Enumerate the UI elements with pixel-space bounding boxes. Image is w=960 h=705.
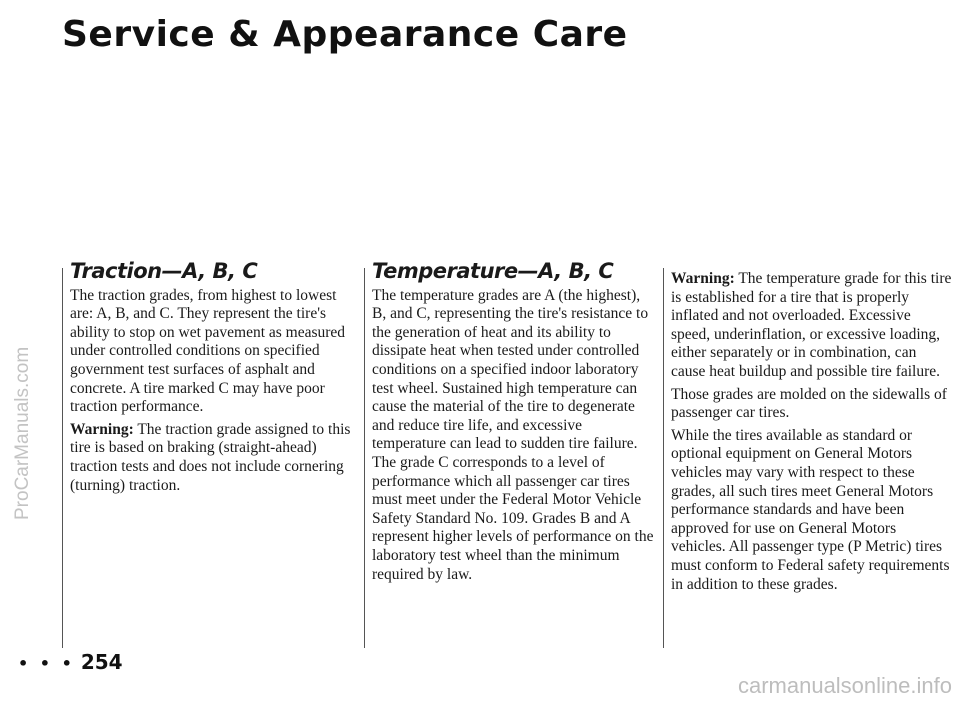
gm-tires-paragraph: While the tires available as standard or optional equipment on General Motors vehicles may vary with respect to these grades, all such tires meet General Motors performance standards and have been approved for use on General Motors vehicles. All passenger type (P Metric) tires must conform to Federal safety requirements in addition to these grades.: [671, 426, 950, 593]
column-warning-grades: [671, 270, 953, 598]
footer-dots: • • •: [18, 654, 75, 673]
grades-molded-paragraph: Those grades are molded on the sidewalls of passenger car tires.: [671, 385, 947, 422]
temperature-paragraph: The temperature grades are A (the highest), B, and C, representing the tire's resistance to the generation of heat and its ability to dissipate heat when tested under controlled conditions on a specified indoor laboratory test wheel. Sustained high temperature can cause the material of the tire to degenerate and reduce tire life, and excessive temperature can lead to sudden tire failure. The grade C corresponds to a level of performance which all passenger car tires must meet under the Federal Motor Vehicle Safety Standard No. 109. Grades B and A represent higher levels of performance on the laboratory test wheel than the minimum required by law.: [372, 286, 654, 583]
temperature-warning-label: Warning:: [671, 270, 735, 287]
column-rule-left: [62, 268, 63, 648]
temperature-warning-text: The temperature grade for this tire is established for a tire that is properly inflated and not overloaded. Excessive speed, underinflation, or excessive loading, either separately or in combination, can cause heat buildup and possible tire failure.: [671, 270, 952, 380]
temperature-heading: Temperature—A, B, C: [372, 259, 614, 283]
bottom-watermark: carmanualsonline.info: [737, 673, 952, 698]
traction-heading: Traction—A, B, C: [70, 259, 258, 283]
traction-paragraph: The traction grades, from highest to lowest are: A, B, and C. They represent the tire's ability to stop on wet pavement as measured under controlled conditions on specified government test surfaces of asphalt and concrete. A tire marked C may have poor traction performance.: [70, 286, 346, 416]
temperature-warning: [671, 270, 953, 382]
column-rule-middle: [364, 268, 365, 648]
traction-warning-label: Warning:: [70, 420, 134, 438]
column-rule-right: [663, 268, 664, 648]
page-title: Service & Appearance Care: [62, 14, 628, 55]
side-watermark: ProCarManuals.com: [12, 346, 33, 520]
traction-warning: [70, 421, 356, 495]
column-temperature: [372, 259, 656, 588]
traction-warning-text: The traction grade assigned to this tire is based on braking (straight-ahead) traction tests and does not include cornering (turning) traction.: [70, 420, 351, 494]
column-traction: [70, 259, 356, 499]
page-footer: [18, 650, 123, 674]
page-number: 254: [80, 650, 123, 674]
